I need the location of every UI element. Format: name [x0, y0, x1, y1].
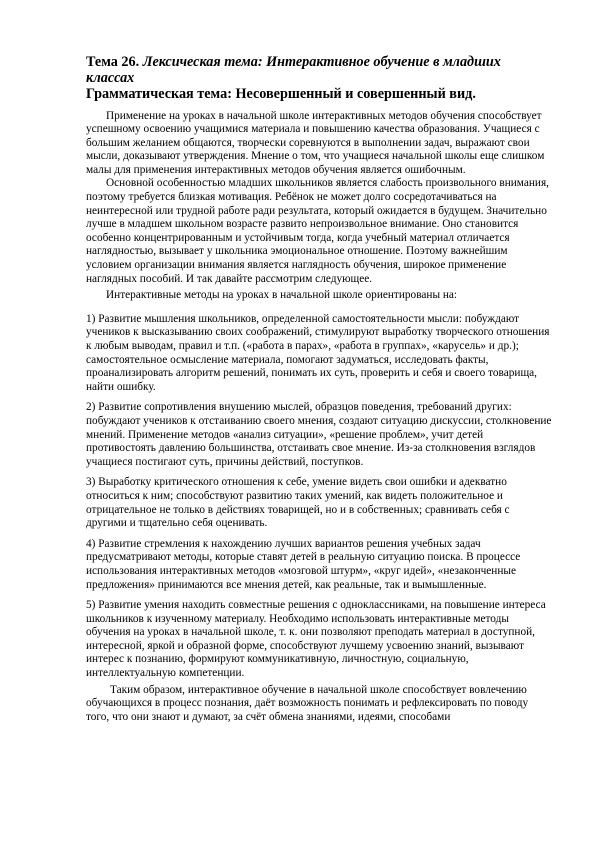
lesson-title-prefix: Тема 26. — [86, 54, 143, 70]
paragraph-methods-lead: Интерактивные методы на уроках в начальной школе ориентированы на: — [106, 289, 458, 302]
list-item-resistance: 2) Развитие сопротивления внушению мыслей, образцов поведения, требований других: побуждают учеников к отстаиванию своего мнения, создают ситуацию дискуссии, столкновение мнений. Применение методов «анализ ситуации», «решение проблем», учит детей противостоять давлению большинства, отстаивать свое мнение. Из-за столкновения взглядов учащиеся постигают суть, причины действий, поступков. — [86, 401, 552, 468]
list-item-best-solutions: 4) Развитие стремления к нахождению лучших вариантов решения учебных задач предусматривают методы, которые ставят детей в реальную ситуацию поиска. В процессе использования интерактивных методов «мозговой штурм», «круг идей», «незаконченные предложения» принимаются все мнения детей, как реальные, так и вымышленные. — [86, 537, 521, 591]
paragraph-intro: Применение на уроках в начальной школе интерактивных методов обучения способствует успешному освоению учащимися материала и повышению качества образования. Учащиеся с большим желанием общаются, творчески соревнуются в выполнении задач, выражают свои мысли, доказывают утверждения. Мнение о том, что учащиеся начальной школы еще слишком малы для применения интерактивных методов обучения является ошибочным. — [86, 109, 545, 176]
lesson-title — [86, 55, 552, 86]
document-page — [86, 55, 552, 724]
list-item-thinking: 1) Развитие мышления школьников, определенной самостоятельности мысли: побуждают учеников к высказыванию своих соображений, стимулируют выработку творческого отношения к любым выводам, правил и т.п. («работа в парах», «работа в группах», «карусель» и др.); самостоятельное осмысление материала, помогают задуматься, исследовать факты, проанализировать алгоритм решений, понимать их суть, проверить и себя и своего товарища, найти ошибку. — [86, 312, 550, 393]
paragraph-attention: Основной особенностью младших школьников является слабость произвольного внимания, поэтому требуется близкая мотивация. Ребёнок не может долго сосредотачиваться на неинтересной или трудной работе ради результата, который ожидается в будущем. Значительно лучше в младшем школьном возрасте развито непроизвольное внимание. Оно становится особенно концентрированным и устойчивым тогда, когда учебный материал отличается наглядностью, вызывает у школьника эмоциональное отношение. Поэтому важнейшим условием организации внимания является наглядность обучения, широкое применение наглядных пособий. И так давайте рассмотрим следующее. — [86, 177, 549, 285]
list-item-self-criticism: 3) Выработку критического отношения к себе, умение видеть свои ошибки и адекватно относиться к ним; способствуют развитию таких умений, как видеть положительное и отрицательное не только в действиях товарищей, но и в собственных; сравнивать себя с другими и тщательно себя оценивать. — [86, 476, 510, 530]
grammar-topic-heading: Грамматическая тема: Несовершенный и совершенный вид. — [86, 86, 476, 102]
list-item-joint-solutions: 5) Развитие умения находить совместные решения с одноклассниками, на повышение интереса школьников к изученному материалу. Необходимо использовать интерактивные методы обучения на уроках в начальной школе, т. к. они позволяют преподать материал в доступной, интересной, яркой и образной форме, способствуют лучшему усвоению знаний, вызывают интерес к познанию, формируют коммуникативную, личностную, социальную, интеллектуальную компетенции. — [86, 599, 546, 680]
lesson-title-topic: Лексическая тема: Интерактивное обучение в младших классах — [86, 54, 501, 86]
paragraph-conclusion: Таким образом, интерактивное обучение в начальной школе способствует вовлечению обучающихся в процесс познания, даёт возможность понимать и рефлексировать по поводу того, что они знают и думают, за счёт обмена знаниями, идеями, способами — [86, 683, 529, 723]
